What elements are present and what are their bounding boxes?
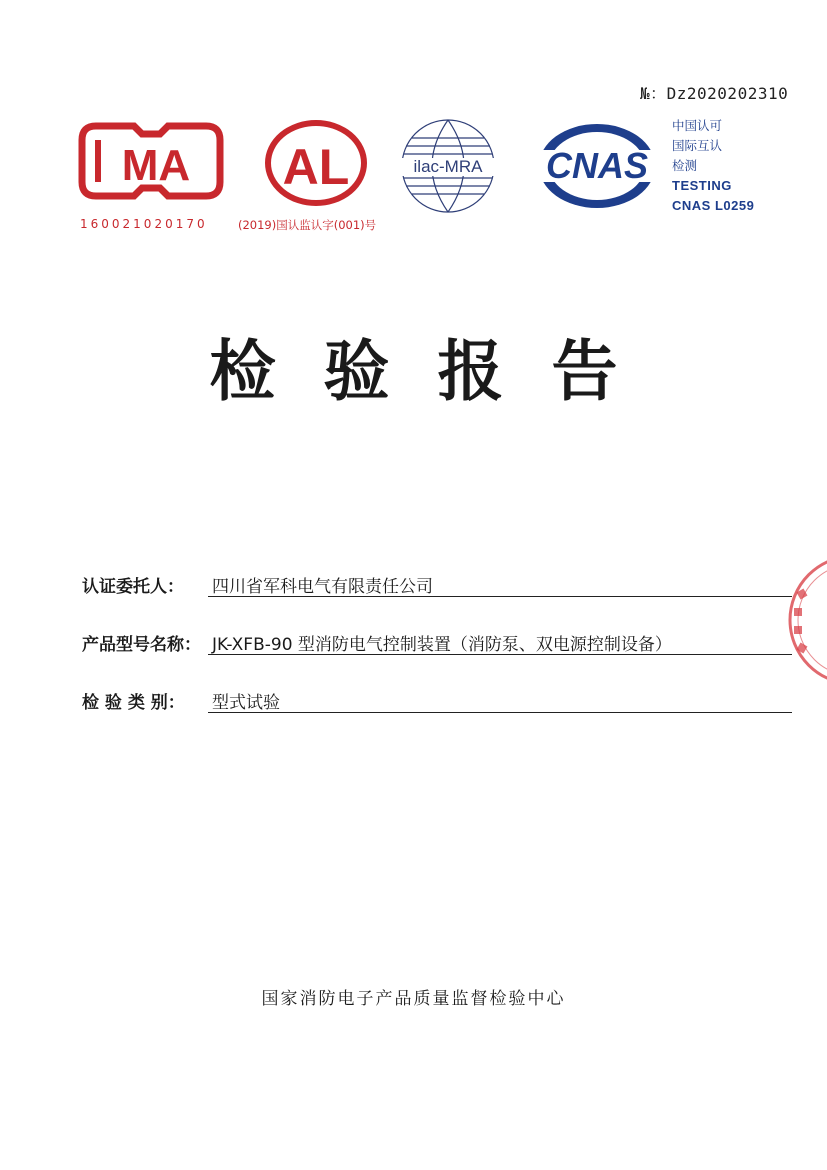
client-label: 认证委托人：	[82, 577, 184, 597]
cnas-logo	[532, 120, 662, 212]
cal-logo	[262, 118, 370, 208]
issuing-organization: 国家消防电子产品质量监督检验中心	[261, 989, 566, 1009]
cnas-accreditation-text	[672, 116, 754, 216]
inspection-type-field	[82, 688, 792, 714]
cma-logo	[76, 120, 226, 202]
inspection-type-value: 型式试验	[208, 688, 792, 713]
cnas-line-5: CNAS L0259	[672, 198, 755, 213]
cnas-line-3: 检测	[672, 158, 698, 173]
product-field	[82, 630, 792, 656]
cnas-line-1: 中国认可	[672, 118, 723, 133]
cal-letters: AL	[282, 139, 350, 195]
cal-code: (2019)国认监认字(001)号	[238, 218, 377, 232]
cnas-letters: CNAS	[545, 145, 649, 186]
official-seal-stamp	[780, 550, 827, 690]
inspection-type-label: 检 验 类 别：	[82, 693, 185, 713]
client-value: 四川省军科电气有限责任公司	[208, 572, 792, 597]
cnas-line-4: TESTING	[672, 178, 732, 193]
product-label: 产品型号名称：	[82, 635, 201, 655]
product-value: JK-XFB-90 型消防电气控制装置（消防泵、双电源控制设备）	[208, 630, 792, 655]
cma-code: 160021020170	[80, 217, 208, 231]
report-number: №：Dz2020202310	[640, 84, 789, 103]
cma-letters: MA	[121, 141, 191, 190]
ilac-mra-logo	[396, 114, 500, 218]
ilac-text: ilac-MRA	[413, 157, 483, 176]
client-field	[82, 572, 792, 598]
report-title: 检验报告	[209, 333, 666, 410]
cnas-line-2: 国际互认	[672, 138, 723, 153]
